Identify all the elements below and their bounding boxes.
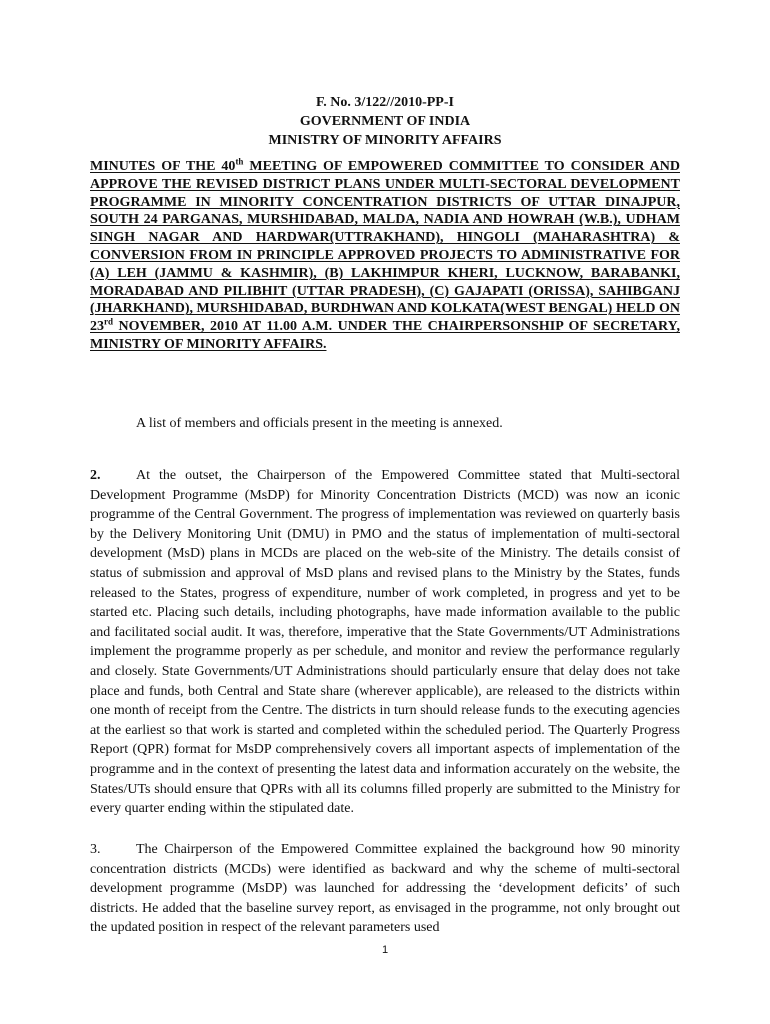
ministry-name: MINISTRY OF MINORITY AFFAIRS <box>268 133 502 148</box>
page-number: 1 <box>381 944 389 956</box>
title-superscript-th: th <box>235 156 244 167</box>
title-part-3: NOVEMBER, 2010 AT 11.00 A.M. UNDER THE CHAIRPERSONSHIP OF SECRETARY, MINISTRY OF MINORITY AFFAIRS. <box>90 319 680 352</box>
paragraph-2-number: 2. <box>90 468 101 483</box>
file-number: F. No. 3/122//2010-PP-I <box>316 95 454 110</box>
minutes-title <box>90 158 680 354</box>
paragraph-3-number: 3. <box>90 842 101 857</box>
title-part-1: MINUTES OF THE 40 <box>90 159 236 174</box>
paragraph-2-text: At the outset, the Chairperson of the Empowered Committee stated that Multi-sectoral Development Programme (MsDP) for Minority Concentration Districts (MCD) was now an iconic programme of the Central Government. The progress of implementation was reviewed on quarterly basis by the Delivery Monitoring Unit (DMU) in PMO and the status of implementation of multi-sectoral development (MsD) plans in MCDs are placed on the web-site of the Ministry. The details consist of status of submission and approval of MsD plans and revised plans to the Ministry by the States, funds released to the States, progress of expenditure, number of work completed, in progress and yet to be started etc. Placing such details, including photographs, have made information available to the public and facilitated social audit. It was, therefore, imperative that the State Governments/UT Administrations implement the programme properly as per schedule, and monitor and review the performance regularly and closely. State Governments/UT Administrations should particularly ensure that delay does not take place and funds, both Central and State share (wherever applicable), are released to the districts within one month of receipt from the Centre. The districts in turn should release funds to the executing agencies at the earliest so that work is started and completed within the scheduled period. The Quarterly Progress Report (QPR) format for MsDP comprehensively covers all important aspects of implementation of the programme and in the context of presenting the latest data and information accurately on the website, the States/UTs should ensure that QPRs with all its columns filled properly are submitted to the Ministry for every quarter ending within the stipulated date. <box>90 468 680 817</box>
title-superscript-rd: rd <box>104 316 113 327</box>
paragraph-2 <box>90 466 680 819</box>
document-header <box>0 93 770 150</box>
annex-note: A list of members and officials present in the meeting is annexed. <box>136 416 503 431</box>
paragraph-3-text: The Chairperson of the Empowered Committee explained the background how 90 minority concentration districts (MCDs) were identified as backward and why the scheme of multi-sectoral development programme (MsDP) was launched for addressing the ‘development deficits’ of such districts. He added that the baseline survey report, as envisaged in the programme, not only brought out the updated position in respect of the relevant parameters used <box>90 842 680 936</box>
paragraph-3 <box>90 840 680 938</box>
government-name: GOVERNMENT OF INDIA <box>299 114 471 129</box>
title-part-2: MEETING OF EMPOWERED COMMITTEE TO CONSIDER AND APPROVE THE REVISED DISTRICT PLANS UNDER MULTI-SECTORAL DEVELOPMENT PROGRAMME IN MINORITY CONCENTRATION DISTRICTS OF UTTAR DINAJPUR, SOUTH 24 PARGANAS, MURSHIDABAD, MALDA, NADIA AND HOWRAH (W.B.), UDHAM SINGH NAGAR AND HARDWAR(UTTRAKHAND), HINGOLI (MAHARASHTRA) & CONVERSION FROM IN PRINCIPLE APPROVED PROJECTS TO ADMINISTRATIVE FOR (A) LEH (JAMMU & KASHMIR), (B) LAKHIMPUR KHERI, LUCKNOW, BARABANKI, MORADABAD AND PILIBHIT (UTTAR PRADESH), (C) GAJAPATI (ORISSA), SAHIBGANJ (JHARKHAND), MURSHIDABAD, BURDHWAN AND KOLKATA(WEST BENGAL) HELD ON 23 <box>90 159 680 335</box>
